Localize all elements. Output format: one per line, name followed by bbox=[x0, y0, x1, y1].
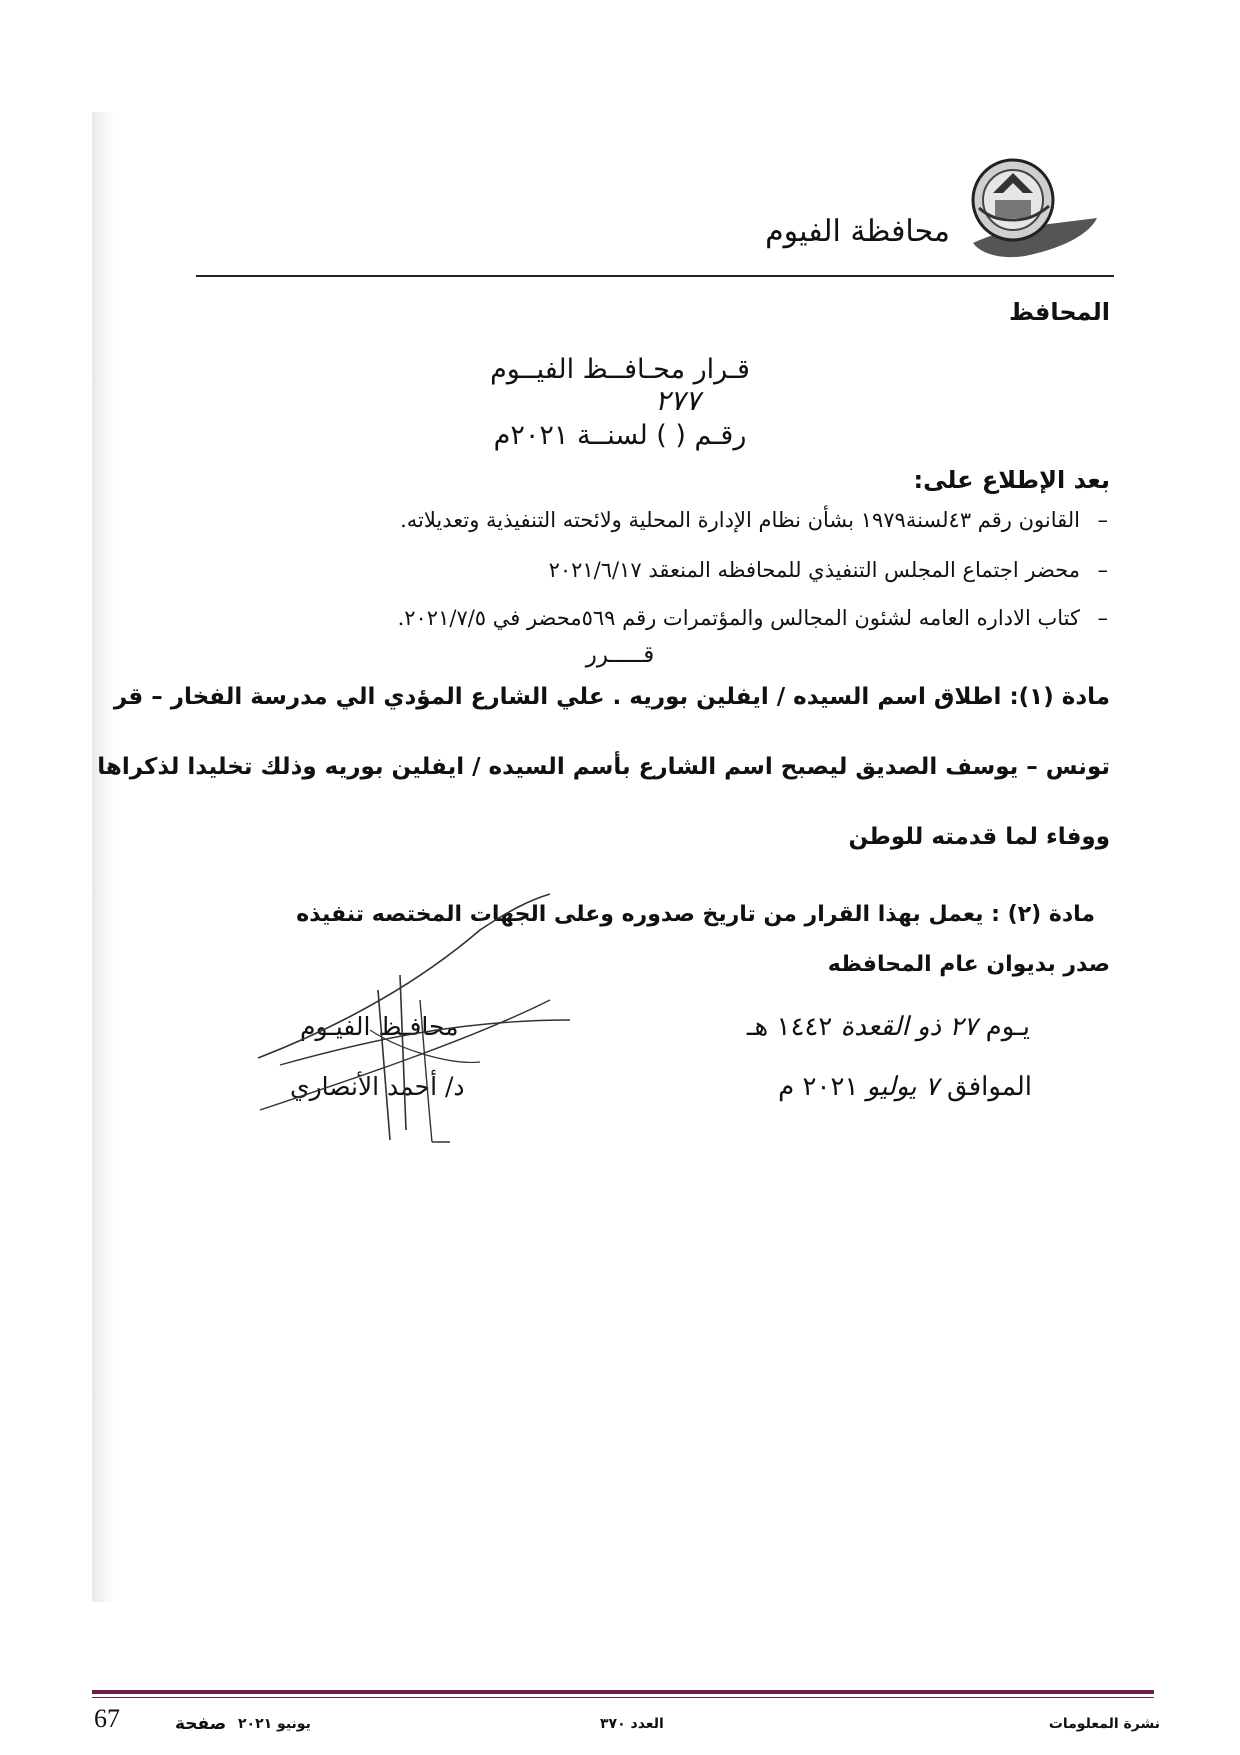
header-divider bbox=[196, 275, 1114, 277]
gregorian-month: يوليو bbox=[866, 1072, 917, 1102]
handwritten-signature-icon bbox=[250, 880, 580, 1170]
governorate-emblem-icon bbox=[965, 148, 1105, 268]
reference-bullet: – bbox=[1097, 508, 1108, 532]
decision-title: قـرار محـافــظ الفيــوم bbox=[490, 354, 750, 385]
governor-title: المحافظ bbox=[1008, 298, 1110, 326]
governorate-name: محافظة الفيوم bbox=[765, 214, 950, 249]
reference-item: محضر اجتماع المجلس التنفيذي للمحافظه المنعقد ٢٠٢١/٦/١٧ bbox=[548, 558, 1080, 582]
decree-heading: قـــــرر bbox=[585, 642, 655, 668]
hijri-year: ١٤٤٢ هـ bbox=[746, 1012, 833, 1042]
reference-bullet: – bbox=[1097, 558, 1108, 582]
footer-month: يونيو ٢٠٢١ bbox=[238, 1716, 311, 1732]
signatory-role: محافـظ الفيـوم bbox=[300, 1012, 459, 1041]
gregorian-date bbox=[778, 1072, 1032, 1102]
reference-item: القانون رقم ٤٣لسنة١٩٧٩ بشأن نظام الإدارة المحلية ولائحته التنفيذية وتعديلاته. bbox=[400, 508, 1080, 532]
issued-at: صدر بديوان عام المحافظه bbox=[827, 952, 1110, 977]
decision-number-line: رقـم ( ) لسنــة ٢٠٢١م bbox=[493, 420, 747, 451]
reference-bullet: – bbox=[1097, 606, 1108, 630]
footer-rule-thin bbox=[92, 1697, 1154, 1698]
preamble-intro: بعد الإطلاع على: bbox=[913, 466, 1110, 494]
footer-bulletin: نشرة المعلومات bbox=[1048, 1716, 1160, 1732]
gregorian-year: ٢٠٢١ م bbox=[778, 1072, 859, 1102]
article-1-line: مادة (١): اطلاق اسم السيده / ايفلين بوريه . علي الشارع المؤدي الي مدرسة الفخار – قر bbox=[113, 684, 1110, 710]
footer-issue: العدد ٣٧٠ bbox=[600, 1716, 664, 1732]
reference-item: كتاب الاداره العامه لشئون المجالس والمؤتمرات رقم ٥٦٩محضر في ٢٠٢١/٧/٥. bbox=[397, 606, 1080, 630]
article-2: مادة (٢) : يعمل بهذا القرار من تاريخ صدوره وعلى الجهات المختصه تنفيذه bbox=[296, 902, 1095, 927]
hijri-prefix: يـوم bbox=[985, 1012, 1030, 1042]
footer-page-number: 67 bbox=[94, 1704, 120, 1733]
article-1-line: تونس – يوسف الصديق ليصبح اسم الشارع بأسم السيده / ايفلين بوريه وذلك تخليدا لذكراها bbox=[97, 754, 1110, 780]
hijri-date bbox=[747, 1012, 1030, 1042]
article-1-line: ووفاء لما قدمته للوطن bbox=[848, 824, 1110, 850]
signatory-name: د/ أحمد الأنصاري bbox=[290, 1072, 465, 1101]
footer-rule bbox=[92, 1690, 1154, 1694]
gregorian-day: ٧ bbox=[924, 1072, 939, 1102]
hijri-month: ذو القعدة bbox=[840, 1012, 942, 1042]
decision-number-handwritten: ٢٧٧ bbox=[655, 384, 701, 417]
footer-page-label: صفحة bbox=[175, 1714, 227, 1734]
hijri-day: ٢٧ bbox=[949, 1012, 978, 1042]
gregorian-prefix: الموافق bbox=[947, 1072, 1032, 1102]
